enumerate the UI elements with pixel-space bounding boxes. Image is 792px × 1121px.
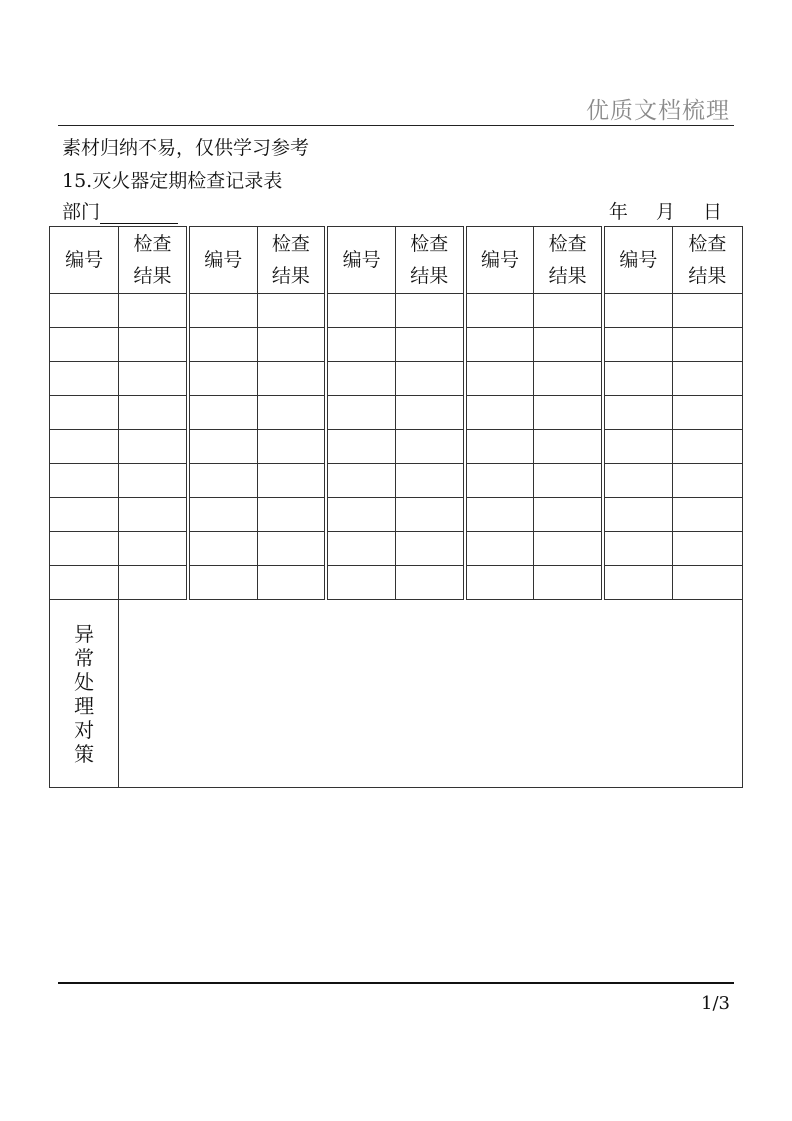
result-cell[interactable]: [672, 430, 742, 464]
number-cell[interactable]: [603, 362, 672, 396]
department-field: [62, 197, 178, 224]
result-cell[interactable]: [395, 532, 464, 566]
header-number-label: 编号: [65, 249, 104, 271]
result-cell[interactable]: [534, 566, 603, 600]
result-cell[interactable]: [534, 328, 603, 362]
table-row: [50, 294, 743, 328]
header-number-label: 编号: [480, 249, 519, 271]
remark-label-cell: [50, 600, 119, 788]
number-cell[interactable]: [465, 362, 534, 396]
number-cell[interactable]: [188, 532, 257, 566]
number-cell[interactable]: [465, 328, 534, 362]
table-row: [50, 328, 743, 362]
table-row: [50, 566, 743, 600]
result-cell[interactable]: [119, 430, 188, 464]
header-brand: 优质文档梳理: [586, 98, 730, 124]
table-header-row: [50, 227, 743, 294]
header-result: [257, 227, 326, 294]
result-cell[interactable]: [257, 362, 326, 396]
result-cell[interactable]: [119, 464, 188, 498]
result-cell[interactable]: [534, 430, 603, 464]
table-row: [50, 396, 743, 430]
day-label: 日: [702, 201, 722, 223]
department-blank[interactable]: [100, 205, 178, 224]
number-cell[interactable]: [465, 498, 534, 532]
result-cell[interactable]: [257, 396, 326, 430]
number-cell[interactable]: [326, 498, 395, 532]
header-result: [534, 227, 603, 294]
result-cell[interactable]: [534, 396, 603, 430]
date-field: [609, 197, 722, 224]
page-number: 1/3: [701, 993, 730, 1014]
result-cell[interactable]: [672, 498, 742, 532]
number-cell[interactable]: [603, 294, 672, 328]
number-cell[interactable]: [465, 294, 534, 328]
result-cell[interactable]: [257, 498, 326, 532]
header-result: [395, 227, 464, 294]
header-number: [326, 227, 395, 294]
month-label: 月: [655, 201, 675, 223]
header-number-label: 编号: [619, 249, 658, 271]
result-cell[interactable]: [395, 430, 464, 464]
number-cell[interactable]: [50, 430, 119, 464]
result-cell[interactable]: [119, 566, 188, 600]
number-cell[interactable]: [326, 328, 395, 362]
result-cell[interactable]: [395, 498, 464, 532]
number-cell[interactable]: [326, 464, 395, 498]
header-rule: [58, 125, 734, 126]
number-cell[interactable]: [50, 294, 119, 328]
result-cell[interactable]: [534, 362, 603, 396]
header-number: [465, 227, 534, 294]
document-title: 15.灭火器定期检查记录表: [62, 170, 283, 192]
number-cell[interactable]: [50, 566, 119, 600]
result-cell[interactable]: [395, 566, 464, 600]
result-cell[interactable]: [119, 532, 188, 566]
header-result-line1: 检查: [688, 233, 727, 255]
number-cell[interactable]: [603, 396, 672, 430]
number-cell[interactable]: [188, 362, 257, 396]
footer-rule: [58, 982, 734, 984]
result-cell[interactable]: [672, 566, 742, 600]
number-cell[interactable]: [326, 532, 395, 566]
result-cell[interactable]: [257, 464, 326, 498]
number-cell[interactable]: [465, 532, 534, 566]
header-result-line2: 结果: [688, 265, 727, 287]
result-cell[interactable]: [395, 294, 464, 328]
remark-area[interactable]: [119, 600, 743, 788]
number-cell[interactable]: [188, 464, 257, 498]
remark-label-char: 策: [74, 741, 95, 766]
remark-label: [73, 622, 95, 766]
result-cell[interactable]: [395, 328, 464, 362]
number-cell[interactable]: [188, 328, 257, 362]
header-number-label: 编号: [342, 249, 381, 271]
remark-label-char: 异: [74, 621, 95, 646]
header-result-line1: 检查: [410, 233, 449, 255]
number-cell[interactable]: [50, 464, 119, 498]
number-cell[interactable]: [50, 396, 119, 430]
number-cell[interactable]: [50, 328, 119, 362]
remark-label-char: 理: [74, 693, 95, 718]
result-cell[interactable]: [395, 396, 464, 430]
remark-row: [50, 600, 743, 788]
header-number: [603, 227, 672, 294]
result-cell[interactable]: [672, 328, 742, 362]
result-cell[interactable]: [534, 498, 603, 532]
result-cell[interactable]: [672, 532, 742, 566]
header-result-line1: 检查: [271, 233, 310, 255]
result-cell[interactable]: [119, 396, 188, 430]
result-cell[interactable]: [119, 498, 188, 532]
header-number: [50, 227, 119, 294]
header-result-line2: 结果: [410, 265, 449, 287]
remark-label-char: 常: [74, 645, 95, 670]
result-cell[interactable]: [395, 464, 464, 498]
number-cell[interactable]: [465, 566, 534, 600]
result-cell[interactable]: [257, 430, 326, 464]
number-cell[interactable]: [50, 532, 119, 566]
header-result-line1: 检查: [133, 233, 172, 255]
number-cell[interactable]: [188, 396, 257, 430]
number-cell[interactable]: [188, 498, 257, 532]
result-cell[interactable]: [119, 294, 188, 328]
header-result: [672, 227, 742, 294]
inspection-table: [49, 226, 743, 788]
table-row: [50, 430, 743, 464]
number-cell[interactable]: [188, 566, 257, 600]
result-cell[interactable]: [534, 464, 603, 498]
disclaimer-text: 素材归纳不易，仅供学习参考: [62, 137, 310, 159]
remark-label-char: 对: [74, 717, 95, 742]
number-cell[interactable]: [326, 566, 395, 600]
header-result-line1: 检查: [548, 233, 587, 255]
number-cell[interactable]: [465, 396, 534, 430]
header-number-label: 编号: [204, 249, 243, 271]
number-cell[interactable]: [50, 498, 119, 532]
number-cell[interactable]: [465, 464, 534, 498]
number-cell[interactable]: [603, 498, 672, 532]
result-cell[interactable]: [395, 362, 464, 396]
department-label: 部门: [62, 201, 101, 223]
table-row: [50, 362, 743, 396]
number-cell[interactable]: [603, 430, 672, 464]
result-cell[interactable]: [672, 362, 742, 396]
header-result: [119, 227, 188, 294]
result-cell[interactable]: [534, 532, 603, 566]
header-result-line2: 结果: [133, 265, 172, 287]
number-cell[interactable]: [188, 430, 257, 464]
table-row: [50, 532, 743, 566]
number-cell[interactable]: [603, 532, 672, 566]
number-cell[interactable]: [50, 362, 119, 396]
header-result-line2: 结果: [271, 265, 310, 287]
number-cell[interactable]: [188, 294, 257, 328]
result-cell[interactable]: [672, 294, 742, 328]
result-cell[interactable]: [672, 464, 742, 498]
number-cell[interactable]: [603, 464, 672, 498]
number-cell[interactable]: [465, 430, 534, 464]
number-cell[interactable]: [326, 430, 395, 464]
year-label: 年: [608, 201, 628, 223]
table-row: [50, 464, 743, 498]
result-cell[interactable]: [257, 532, 326, 566]
result-cell[interactable]: [257, 566, 326, 600]
header-number: [188, 227, 257, 294]
result-cell[interactable]: [257, 328, 326, 362]
header-result-line2: 结果: [548, 265, 587, 287]
result-cell[interactable]: [672, 396, 742, 430]
number-cell[interactable]: [326, 362, 395, 396]
result-cell[interactable]: [534, 294, 603, 328]
result-cell[interactable]: [257, 294, 326, 328]
result-cell[interactable]: [119, 328, 188, 362]
number-cell[interactable]: [603, 566, 672, 600]
result-cell[interactable]: [119, 362, 188, 396]
number-cell[interactable]: [326, 396, 395, 430]
table-row: [50, 498, 743, 532]
number-cell[interactable]: [603, 328, 672, 362]
remark-label-char: 处: [74, 669, 95, 694]
number-cell[interactable]: [326, 294, 395, 328]
